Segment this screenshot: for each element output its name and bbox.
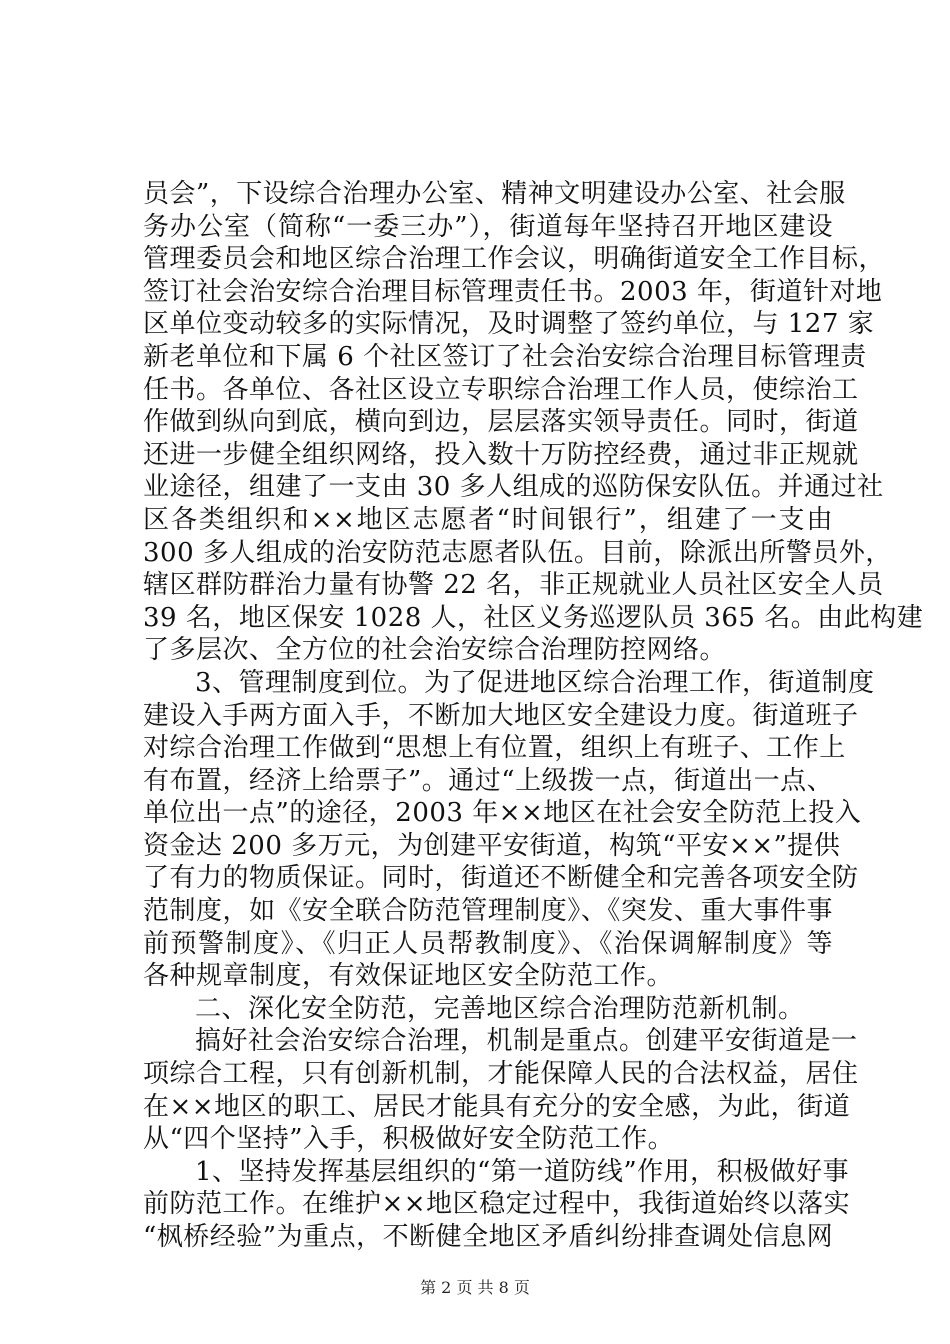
text-line: 了有力的物质保证。同时，街道还不断健全和完善各项安全防 — [143, 863, 859, 894]
text-line: 务办公室（简称“一委三办”），街道每年坚持召开地区建设 — [143, 211, 833, 242]
text-line: 3、管理制度到位。为了促进地区综合治理工作，街道制度 — [195, 667, 875, 698]
body-text — [143, 178, 924, 1254]
text-line: 前防范工作。在维护××地区稳定过程中，我街道始终以落实 — [143, 1189, 851, 1220]
text-line: 签订社会治安综合治理目标管理责任书。2003 年，街道针对地 — [143, 276, 883, 307]
text-line: 1、坚持发挥基层组织的“第一道防线”作用，积极做好事 — [195, 1156, 850, 1187]
text-line: 300 多人组成的治安防范志愿者队伍。目前，除派出所警员外， — [143, 537, 892, 568]
text-line: 了多层次、全方位的社会治安综合治理防控网络。 — [143, 635, 727, 666]
text-line: “枫桥经验”为重点，不断健全地区矛盾纠纷排查调处信息网 — [143, 1222, 834, 1252]
text-line: 业途径，组建了一支由 30 多人组成的巡防保安队伍。并通过社 — [143, 472, 884, 503]
text-line: 各种规章制度，有效保证地区安全防范工作。 — [143, 961, 674, 992]
text-line: 作做到纵向到底，横向到边，层层落实领导责任。同时，街道 — [143, 407, 859, 438]
text-line: 范制度，如《安全联合防范管理制度》、《突发、重大事件事 — [143, 896, 833, 927]
page-footer: 第 2 页 共 8 页 — [420, 1278, 530, 1297]
text-line: 有布置，经济上给票子”。通过“上级拨一点，街道出一点、 — [143, 765, 834, 796]
text-line: 管理委员会和地区综合治理工作会议，明确街道安全工作目标， — [143, 244, 886, 275]
text-line: 新老单位和下属 6 个社区签订了社会治安综合治理目标管理责 — [143, 341, 867, 372]
text-line: 项综合工程，只有创新机制，才能保障人民的合法权益，居住 — [143, 1059, 859, 1090]
text-line: 39 名，地区保安 1028 人，社区义务巡逻队员 365 名。由此构建 — [143, 602, 924, 633]
text-line: 前预警制度》、《归正人员帮教制度》、《治保调解制度》等 — [143, 928, 833, 959]
text-line: 辖区群防群治力量有协警 22 名，非正规就业人员社区安全人员 — [143, 570, 884, 601]
text-line: 从“四个坚持”入手，积极做好安全防范工作。 — [143, 1124, 675, 1155]
text-line: 区各类组织和××地区志愿者“时间银行”，组建了一支由 — [143, 504, 833, 535]
text-line: 资金达 200 多万元，为创建平安街道，构筑“平安××”提供 — [143, 830, 841, 861]
text-line: 还进一步健全组织网络，投入数十万防控经费，通过非正规就 — [143, 439, 859, 470]
text-line: 任书。各单位、各社区设立专职综合治理工作人员，使综治工 — [143, 374, 859, 405]
text-line: 区单位变动较多的实际情况，及时调整了签约单位，与 127 家 — [143, 309, 875, 340]
text-line: 对综合治理工作做到“思想上有位置，组织上有班子、工作上 — [143, 733, 846, 764]
text-line: 员会”，下设综合治理办公室、精神文明建设办公室、社会服 — [143, 179, 846, 209]
text-line: 在××地区的职工、居民才能具有充分的安全感，为此，街道 — [143, 1091, 851, 1122]
text-line: 搞好社会治安综合治理，机制是重点。创建平安街道是一 — [195, 1026, 858, 1057]
text-line: 二、深化安全防范，完善地区综合治理防范新机制。 — [195, 993, 805, 1024]
text-line: 单位出一点”的途径，2003 年××地区在社会安全防范上投入 — [143, 798, 862, 829]
text-line: 建设入手两方面入手，不断加大地区安全建设力度。街道班子 — [143, 700, 859, 731]
